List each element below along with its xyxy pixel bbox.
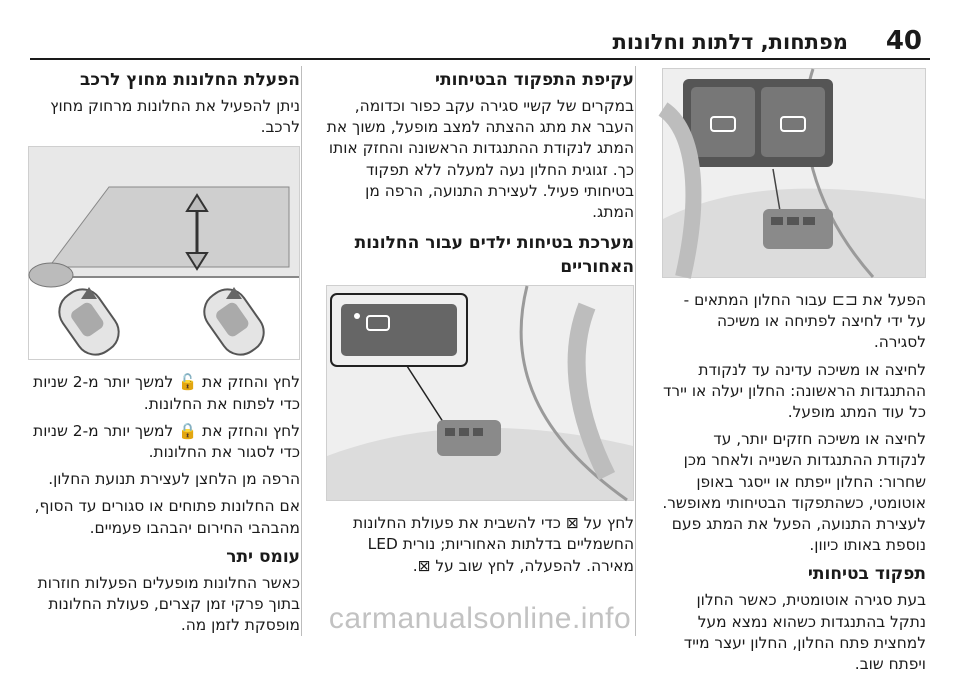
- page-header: [0, 20, 960, 60]
- left-column: [28, 68, 300, 636]
- remote-window-drawing: [29, 147, 299, 359]
- heading-remote-operation: הפעלת החלונות מחוץ לרכב: [79, 70, 300, 90]
- heading-overload: עומס יתר: [226, 546, 300, 567]
- right-column: [662, 68, 926, 674]
- child-lock-illustration: [326, 285, 634, 501]
- heading-child-safety: מערכת בטיחות ילדים עבור החלונות האחוריים: [354, 233, 634, 278]
- paragraph-child-safety: לחץ על ⊠ כדי להשבית את פעולת החלונות החשמליים בדלתות האחוריות; נורית LED מאירה. להפעלה, לחץ שוב על ⊠.: [353, 514, 634, 575]
- paragraph-stop-movement: הרפה מן הלחצן לעצירת תנועת החלון.: [48, 470, 300, 489]
- paragraph-overload: כאשר החלונות מופעלים הפעלות חוזרות בתוך פרקי זמן קצרים, פעולת החלונות מופסקת לזמן מה.: [37, 573, 300, 635]
- running-title: מפתחות, דלתות וחלונות: [612, 30, 848, 54]
- paragraph-safety-function: בעת סגירה אוטומטית, כאשר החלון נתקל בהתנגדות כשהוא נמצא מעל למחצית פתח החלון, החלון יעצר מייד ויפתח שוב.: [683, 591, 926, 674]
- remote-window-illustration: [28, 146, 300, 360]
- middle-column: [326, 68, 634, 636]
- paragraph-second-stage: לחיצה או משיכה חזקים יותר, עד לנקודת ההתנגדות השנייה ולאחר מכן שחרור: החלון ייפתח או ייסגר באופן אוטומטי, כשהתפקוד הבטיחותי מאופשר. לעצירת התנועה, הפעל את המתג פעם נוספת באותו כיוון.: [662, 430, 926, 555]
- watermark: carmanualsonline.info: [328, 602, 632, 635]
- child-lock-drawing: [327, 286, 633, 500]
- heading-override-safety: עקיפת התפקוד הבטיחותי: [434, 70, 634, 90]
- paragraph-remote-intro: ניתן להפעיל את החלונות מרחוק מחוץ לרכב.: [50, 97, 300, 137]
- column-divider-left: [301, 66, 302, 636]
- heading-safety-function: תפקוד בטיחותי: [807, 564, 926, 585]
- paragraph-operate-switch: הפעל את ⊏⊐ עבור החלון המתאים - על ידי לחיצה לפתיחה או משיכה לסגירה.: [683, 291, 926, 352]
- window-switch-illustration: [662, 68, 926, 278]
- page-number: 40: [885, 26, 922, 56]
- paragraph-hazard-flash: אם החלונות פתוחים או סגורים עד הסוף, מהבהבי החירום יהבהבו פעמיים.: [34, 497, 300, 537]
- paragraph-open-windows: לחץ והחזק את 🔓 למשך יותר מ-2 שניות כדי לפתוח את החלונות.: [33, 373, 300, 413]
- header-rule: [30, 58, 930, 60]
- column-divider-right: [635, 66, 636, 636]
- window-switch-drawing: [663, 69, 925, 277]
- paragraph-close-windows: לחץ והחזק את 🔒 למשך יותר מ-2 שניות כדי לסגור את החלונות.: [33, 421, 300, 462]
- paragraph-override-safety: במקרים של קשיי סגירה עקב כפור וכדומה, העבר את מתג ההצתה למצב מופעל, משוך את המתג לנקודת ההתנגדות הראשונה והחזק אותו כך. זגוגית החלון נעה למעלה ללא תפקוד בטיחותי פעיל. לעצירת התנועה, הרפה מן המתג.: [326, 97, 634, 222]
- paragraph-first-stage: לחיצה או משיכה עדינה עד לנקודת ההתנגדות הראשונה: החלון יעלה או יירד כל עוד המתג מופעל.: [662, 360, 926, 422]
